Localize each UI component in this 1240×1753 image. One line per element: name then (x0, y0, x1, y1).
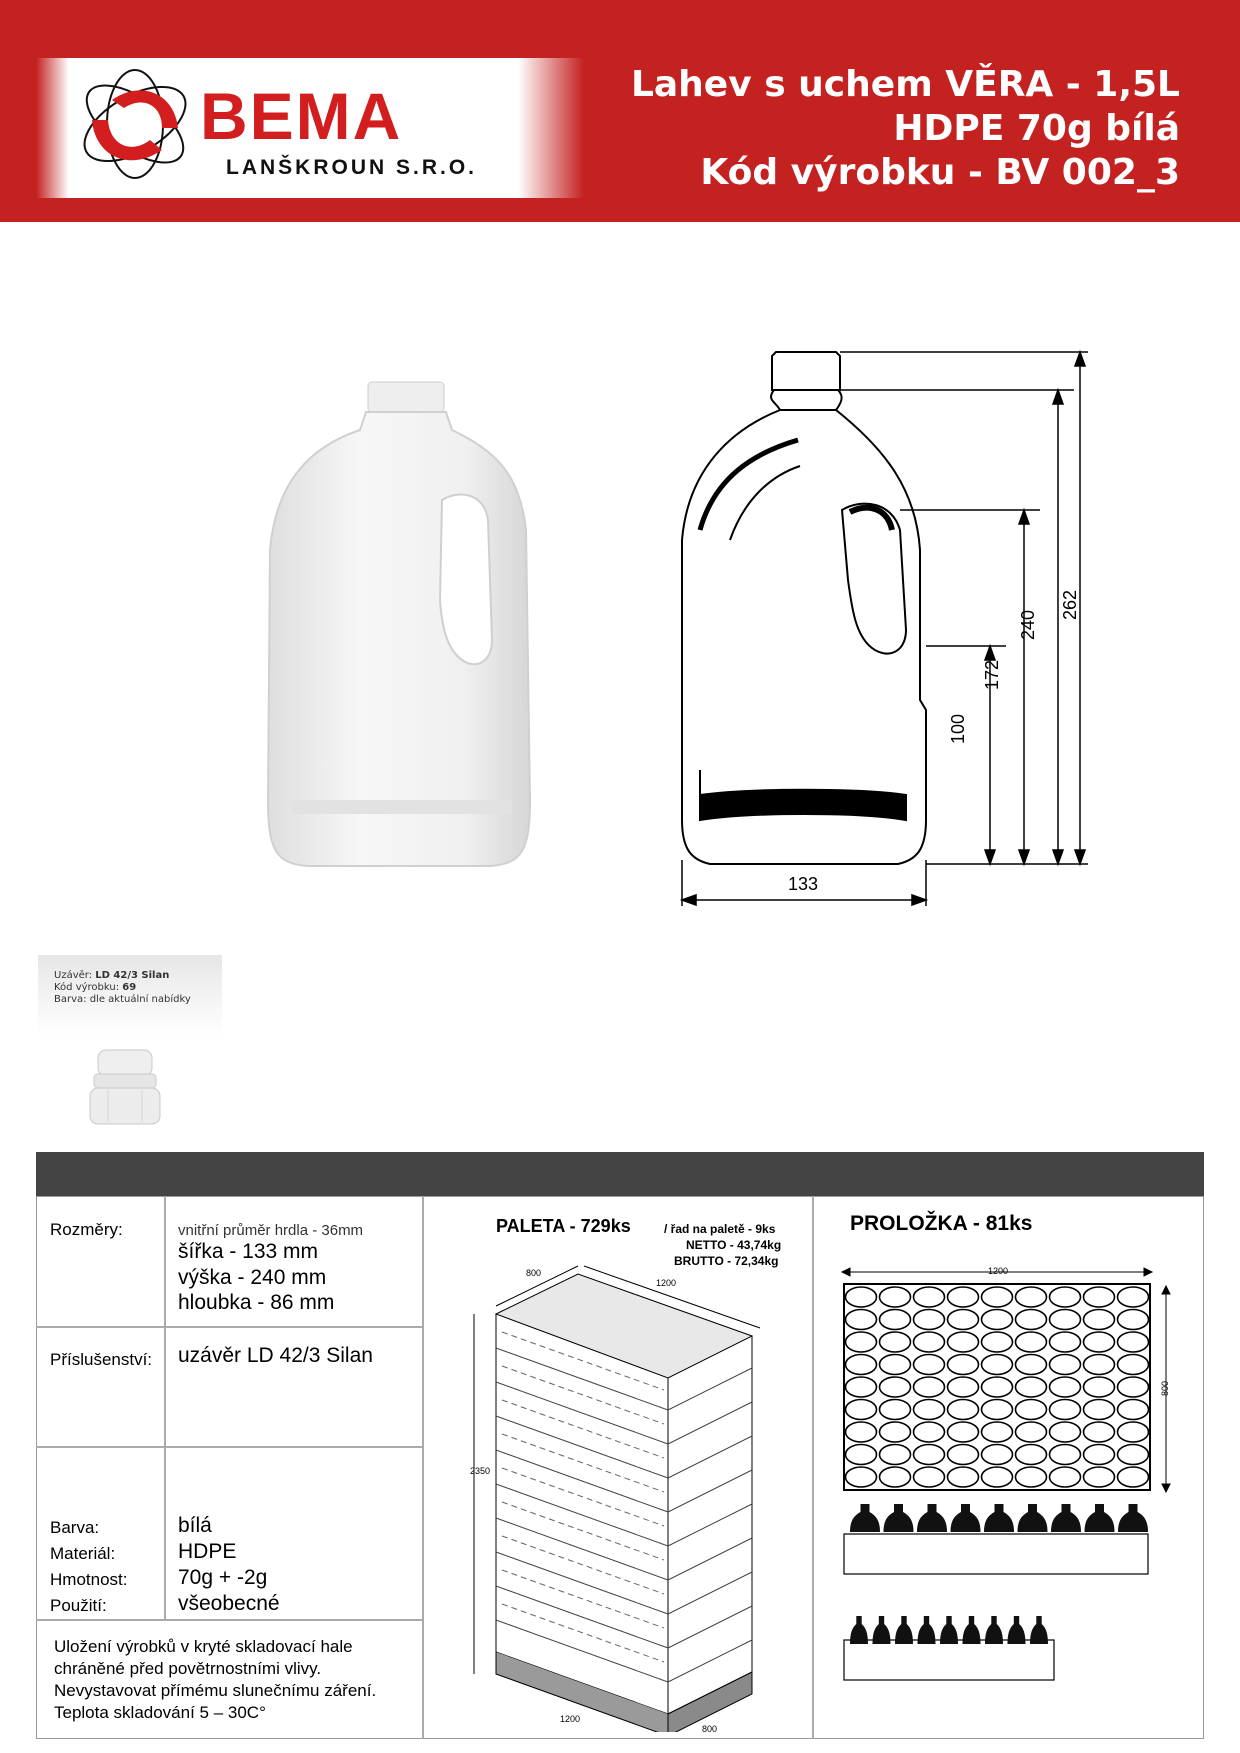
cap-line-1: Uzávěr: LD 42/3 Silan (54, 970, 170, 981)
prolozka-cell (914, 1467, 945, 1487)
prolozka-cell (982, 1400, 1013, 1420)
use-value: všeobecné (178, 1592, 280, 1615)
prolozka-cell (1084, 1400, 1115, 1420)
prolozka-cell (1016, 1422, 1047, 1442)
col-divider-2 (422, 1196, 424, 1739)
col-divider-3 (812, 1196, 814, 1739)
prolozka-cell (1050, 1400, 1081, 1420)
prolozka-cell (914, 1377, 945, 1397)
prolozka-cell (846, 1445, 877, 1465)
prolozka-cell (1050, 1377, 1081, 1397)
prolozka-cell (948, 1332, 979, 1352)
prolozka-cell (1084, 1287, 1115, 1307)
bottle-icon (1051, 1504, 1081, 1532)
cap-line-2: Kód výrobku: 69 (54, 982, 137, 993)
prolozka-cell (1016, 1400, 1047, 1420)
row-divider-1 (36, 1326, 424, 1328)
bottle-icon (1008, 1616, 1026, 1644)
prolozka-cell (1016, 1332, 1047, 1352)
pallet-dim-1200-top: 1200 (656, 1278, 677, 1288)
bottle-icon (850, 1504, 880, 1532)
bottle-icon (1018, 1504, 1048, 1532)
prolozka-cell (846, 1422, 877, 1442)
prolozka-cell (1084, 1355, 1115, 1375)
prolozka-cell (1118, 1355, 1149, 1375)
bottle-icon (850, 1616, 868, 1644)
title-line-2: HDPE 70g bílá (893, 108, 1180, 149)
prolozka-cell (1016, 1310, 1047, 1330)
pallet-dim-2350: 2350 (470, 1466, 491, 1476)
prolozka-cell (914, 1445, 945, 1465)
prolozka-cell (846, 1287, 877, 1307)
pallet-dim-1200-bottom: 1200 (560, 1714, 581, 1724)
bottle-icon (1085, 1504, 1115, 1532)
prolozka-cell (1050, 1310, 1081, 1330)
prolozka-cell (948, 1310, 979, 1330)
storage-note-3: Nevystavovat přímému slunečnímu záření. (54, 1681, 377, 1700)
prolozka-cell (982, 1287, 1013, 1307)
prolozka-cell (1118, 1287, 1149, 1307)
material-label: Materiál: (50, 1544, 116, 1563)
prolozka-cell (1118, 1400, 1149, 1420)
prolozka-cell (1016, 1445, 1047, 1465)
pallet-dim-800-top: 800 (526, 1268, 542, 1278)
table-header-bar (36, 1152, 1204, 1196)
dim-172-label: 172 (982, 659, 1002, 690)
prolozka-cell (1084, 1445, 1115, 1465)
storage-note-4: Teplota skladování 5 – 30C° (54, 1703, 266, 1722)
material-value: HDPE (178, 1540, 237, 1563)
pallet-brutto: BRUTTO - 72,34kg (674, 1254, 779, 1268)
pallet-drawing (468, 1262, 798, 1732)
prolozka-cell (1084, 1467, 1115, 1487)
prolozka-cell (914, 1287, 945, 1307)
prolozka-cell (846, 1355, 877, 1375)
prolozka-cell (880, 1422, 911, 1442)
prolozka-cell (914, 1332, 945, 1352)
prolozka-cell (1084, 1422, 1115, 1442)
prolozka-cell (880, 1445, 911, 1465)
prolozka-cell (846, 1400, 877, 1420)
dim-240-label: 240 (1018, 609, 1038, 640)
dim-262-label: 262 (1060, 589, 1080, 620)
rozmery-label: Rozměry: (50, 1220, 123, 1239)
bottle-icon (1030, 1616, 1048, 1644)
prolozka-cell (1118, 1310, 1149, 1330)
title-line-3: Kód výrobku - BV 002_3 (700, 152, 1180, 193)
accessories-label: Příslušenství: (50, 1350, 153, 1369)
prolozka-cell (1050, 1287, 1081, 1307)
prolozka-cell (880, 1355, 911, 1375)
depth-value: hloubka - 86 mm (178, 1291, 335, 1314)
prolozka-dim-1200: 1200 (988, 1266, 1009, 1276)
pallet-netto: NETTO - 43,74kg (686, 1238, 782, 1252)
prolozka-drawing (840, 1266, 1180, 1726)
prolozka-cell (1050, 1355, 1081, 1375)
prolozka-dim-800: 800 (1160, 1380, 1170, 1396)
bottle-icon (985, 1616, 1003, 1644)
cap-photo (84, 1046, 166, 1130)
prolozka-cell (948, 1445, 979, 1465)
prolozka-cell (914, 1422, 945, 1442)
prolozka-cell (1016, 1287, 1047, 1307)
prolozka-cell (880, 1332, 911, 1352)
prolozka-cell (1084, 1310, 1115, 1330)
prolozka-cell (948, 1377, 979, 1397)
prolozka-cell (948, 1287, 979, 1307)
use-label: Použití: (50, 1596, 107, 1615)
bottle-icon (1118, 1504, 1148, 1532)
prolozka-cell (880, 1287, 911, 1307)
dim-100-label: 100 (948, 713, 968, 744)
barva-value: bílá (178, 1514, 212, 1537)
bottle-icon (951, 1504, 981, 1532)
weight-value: 70g + -2g (178, 1566, 268, 1589)
prolozka-cell (1118, 1422, 1149, 1442)
prolozka-cell (846, 1332, 877, 1352)
prolozka-title: PROLOŽKA - 81ks (850, 1212, 1033, 1235)
logo-subtitle: LANŠKROUN S.R.O. (226, 156, 478, 179)
cap-line-3: Barva: dle aktuální nabídky (54, 994, 191, 1005)
prolozka-cell (914, 1355, 945, 1375)
dim-width-label: 133 (788, 874, 819, 894)
pallet-dim-800-bottom: 800 (702, 1724, 718, 1734)
prolozka-cell (982, 1310, 1013, 1330)
prolozka-cell (1118, 1377, 1149, 1397)
prolozka-cell (982, 1467, 1013, 1487)
bottle-icon (963, 1616, 981, 1644)
prolozka-cell (914, 1400, 945, 1420)
pallet-per-row: / řad na paletě - 9ks (664, 1222, 776, 1236)
barva-label: Barva: (50, 1518, 100, 1537)
prolozka-cell (1084, 1332, 1115, 1352)
prolozka-cell (1050, 1422, 1081, 1442)
bottle-icon (873, 1616, 891, 1644)
prolozka-cell (880, 1400, 911, 1420)
prolozka-cell (846, 1467, 877, 1487)
storage-note-1: Uložení výrobků v kryté skladovací hale (54, 1637, 353, 1656)
prolozka-cell (1118, 1445, 1149, 1465)
prolozka-cell (948, 1422, 979, 1442)
bottle-icon (984, 1504, 1014, 1532)
logo-wordmark: BEMA (200, 79, 403, 153)
prolozka-cell (914, 1310, 945, 1330)
bottle-icon (918, 1616, 936, 1644)
prolozka-cell (1050, 1467, 1081, 1487)
bottle-photo (262, 380, 542, 870)
prolozka-cell (982, 1422, 1013, 1442)
prolozka-cell (846, 1310, 877, 1330)
prolozka-cell (1050, 1445, 1081, 1465)
prolozka-cell (982, 1445, 1013, 1465)
weight-label: Hmotnost: (50, 1570, 128, 1589)
prolozka-cell (948, 1467, 979, 1487)
bottle-icon (884, 1504, 914, 1532)
bottle-icon (895, 1616, 913, 1644)
prolozka-cell (1084, 1377, 1115, 1397)
row-divider-3 (36, 1619, 424, 1621)
bottle-icon (940, 1616, 958, 1644)
width-value: šířka - 133 mm (178, 1240, 319, 1263)
prolozka-cell (880, 1310, 911, 1330)
prolozka-cell (1016, 1467, 1047, 1487)
prolozka-cell (1016, 1355, 1047, 1375)
pallet-title: PALETA - 729ks (496, 1216, 631, 1236)
neck-diameter: vnitřní průměr hrdla - 36mm (178, 1222, 364, 1239)
prolozka-cell (1118, 1467, 1149, 1487)
prolozka-cell (982, 1355, 1013, 1375)
prolozka-cell (948, 1355, 979, 1375)
prolozka-cell (1016, 1377, 1047, 1397)
prolozka-cell (846, 1377, 877, 1397)
prolozka-cell (880, 1467, 911, 1487)
prolozka-cell (1050, 1332, 1081, 1352)
prolozka-cell (1118, 1332, 1149, 1352)
col-divider-1 (164, 1196, 166, 1619)
prolozka-cell (982, 1377, 1013, 1397)
accessories-value: uzávěr LD 42/3 Silan (178, 1344, 373, 1367)
bottle-icon (917, 1504, 947, 1532)
prolozka-cell (880, 1377, 911, 1397)
height-value: výška - 240 mm (178, 1266, 327, 1289)
storage-note-2: chráněné před povětrnostními vlivy. (54, 1659, 322, 1678)
prolozka-cell (948, 1400, 979, 1420)
bema-logo-icon (70, 62, 200, 190)
row-divider-2 (36, 1446, 424, 1448)
prolozka-cell (982, 1332, 1013, 1352)
title-line-1: Lahev s uchem VĚRA - 1,5L (630, 64, 1180, 105)
